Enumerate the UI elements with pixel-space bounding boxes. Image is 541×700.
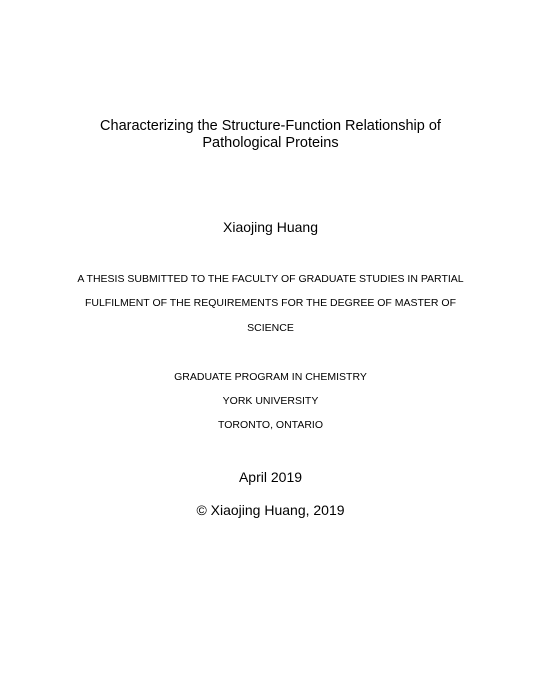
- graduate-program: GRADUATE PROGRAM IN CHEMISTRY: [174, 371, 367, 383]
- thesis-title-line-2: Pathological Proteins: [202, 135, 339, 151]
- thesis-title-line-1: Characterizing the Structure-Function Relationship of: [100, 118, 441, 134]
- thesis-statement-line-1: A THESIS SUBMITTED TO THE FACULTY OF GRADUATE STUDIES IN PARTIAL: [77, 273, 464, 285]
- author-name: Xiaojing Huang: [223, 219, 318, 235]
- university-location: TORONTO, ONTARIO: [217, 419, 323, 431]
- university-name: YORK UNIVERSITY: [222, 395, 319, 407]
- copyright-notice: © Xiaojing Huang, 2019: [196, 502, 345, 518]
- submission-date: April 2019: [238, 469, 303, 485]
- thesis-statement-line-3: SCIENCE: [247, 322, 294, 334]
- thesis-statement-line-2: FULFILMENT OF THE REQUIREMENTS FOR THE DEGREE OF MASTER OF: [84, 297, 457, 309]
